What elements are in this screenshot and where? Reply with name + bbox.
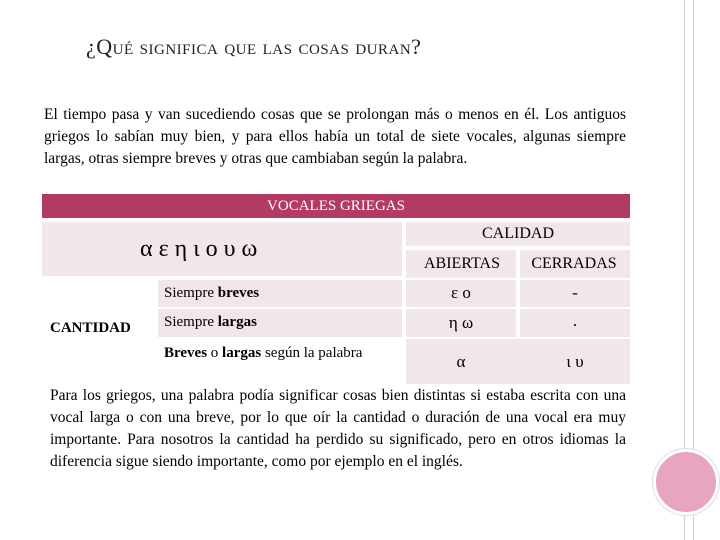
- row-label-breves: Siempre breves: [164, 285, 260, 301]
- abiertas-header: ABIERTAS: [424, 255, 500, 272]
- greek-vowels: αεηιουω: [140, 236, 264, 262]
- row-label-largas: Siempre largas: [164, 314, 257, 330]
- cantidad-label: CANTIDAD: [50, 320, 131, 336]
- row1-abiertas: ε ο: [451, 283, 471, 302]
- calidad-header: CALIDAD: [482, 225, 554, 242]
- row2-cerradas: .: [572, 311, 578, 330]
- decorative-circle: [653, 449, 719, 515]
- row2-abiertas: η ω: [448, 313, 474, 332]
- row-label-breves-o-largas: Breves o largas según la palabra: [164, 345, 363, 361]
- row3-cerradas: ι υ: [566, 352, 584, 371]
- intro-paragraph: El tiempo pasa y van sucediendo cosas que se prolongan más o menos en él. Los antiguos griegos lo sabían muy bien, y para ellos había un total de siete vocales, algunas siempre largas, otras siempre breves y otras que cambiaban según la palabra.: [44, 106, 626, 167]
- row1-cerradas: -: [572, 283, 578, 302]
- slide-title: ¿Qué significa que las cosas duran?: [86, 34, 422, 59]
- cerradas-header: CERRADAS: [531, 255, 617, 272]
- closing-paragraph: Para los griegos, una palabra podía significar cosas bien distintas si estaba escrita con una vocal larga o con una breve, por lo que oír la cantidad o duración de una vocal era muy importante. Para nosotros la cantidad ha perdido su significado, pero en otros idiomas la diferencia sigue siendo importante, como por ejemplo en el inglés.: [50, 387, 626, 470]
- table-banner: VOCALES GRIEGAS: [42, 194, 630, 218]
- row3-abiertas: α: [456, 352, 466, 371]
